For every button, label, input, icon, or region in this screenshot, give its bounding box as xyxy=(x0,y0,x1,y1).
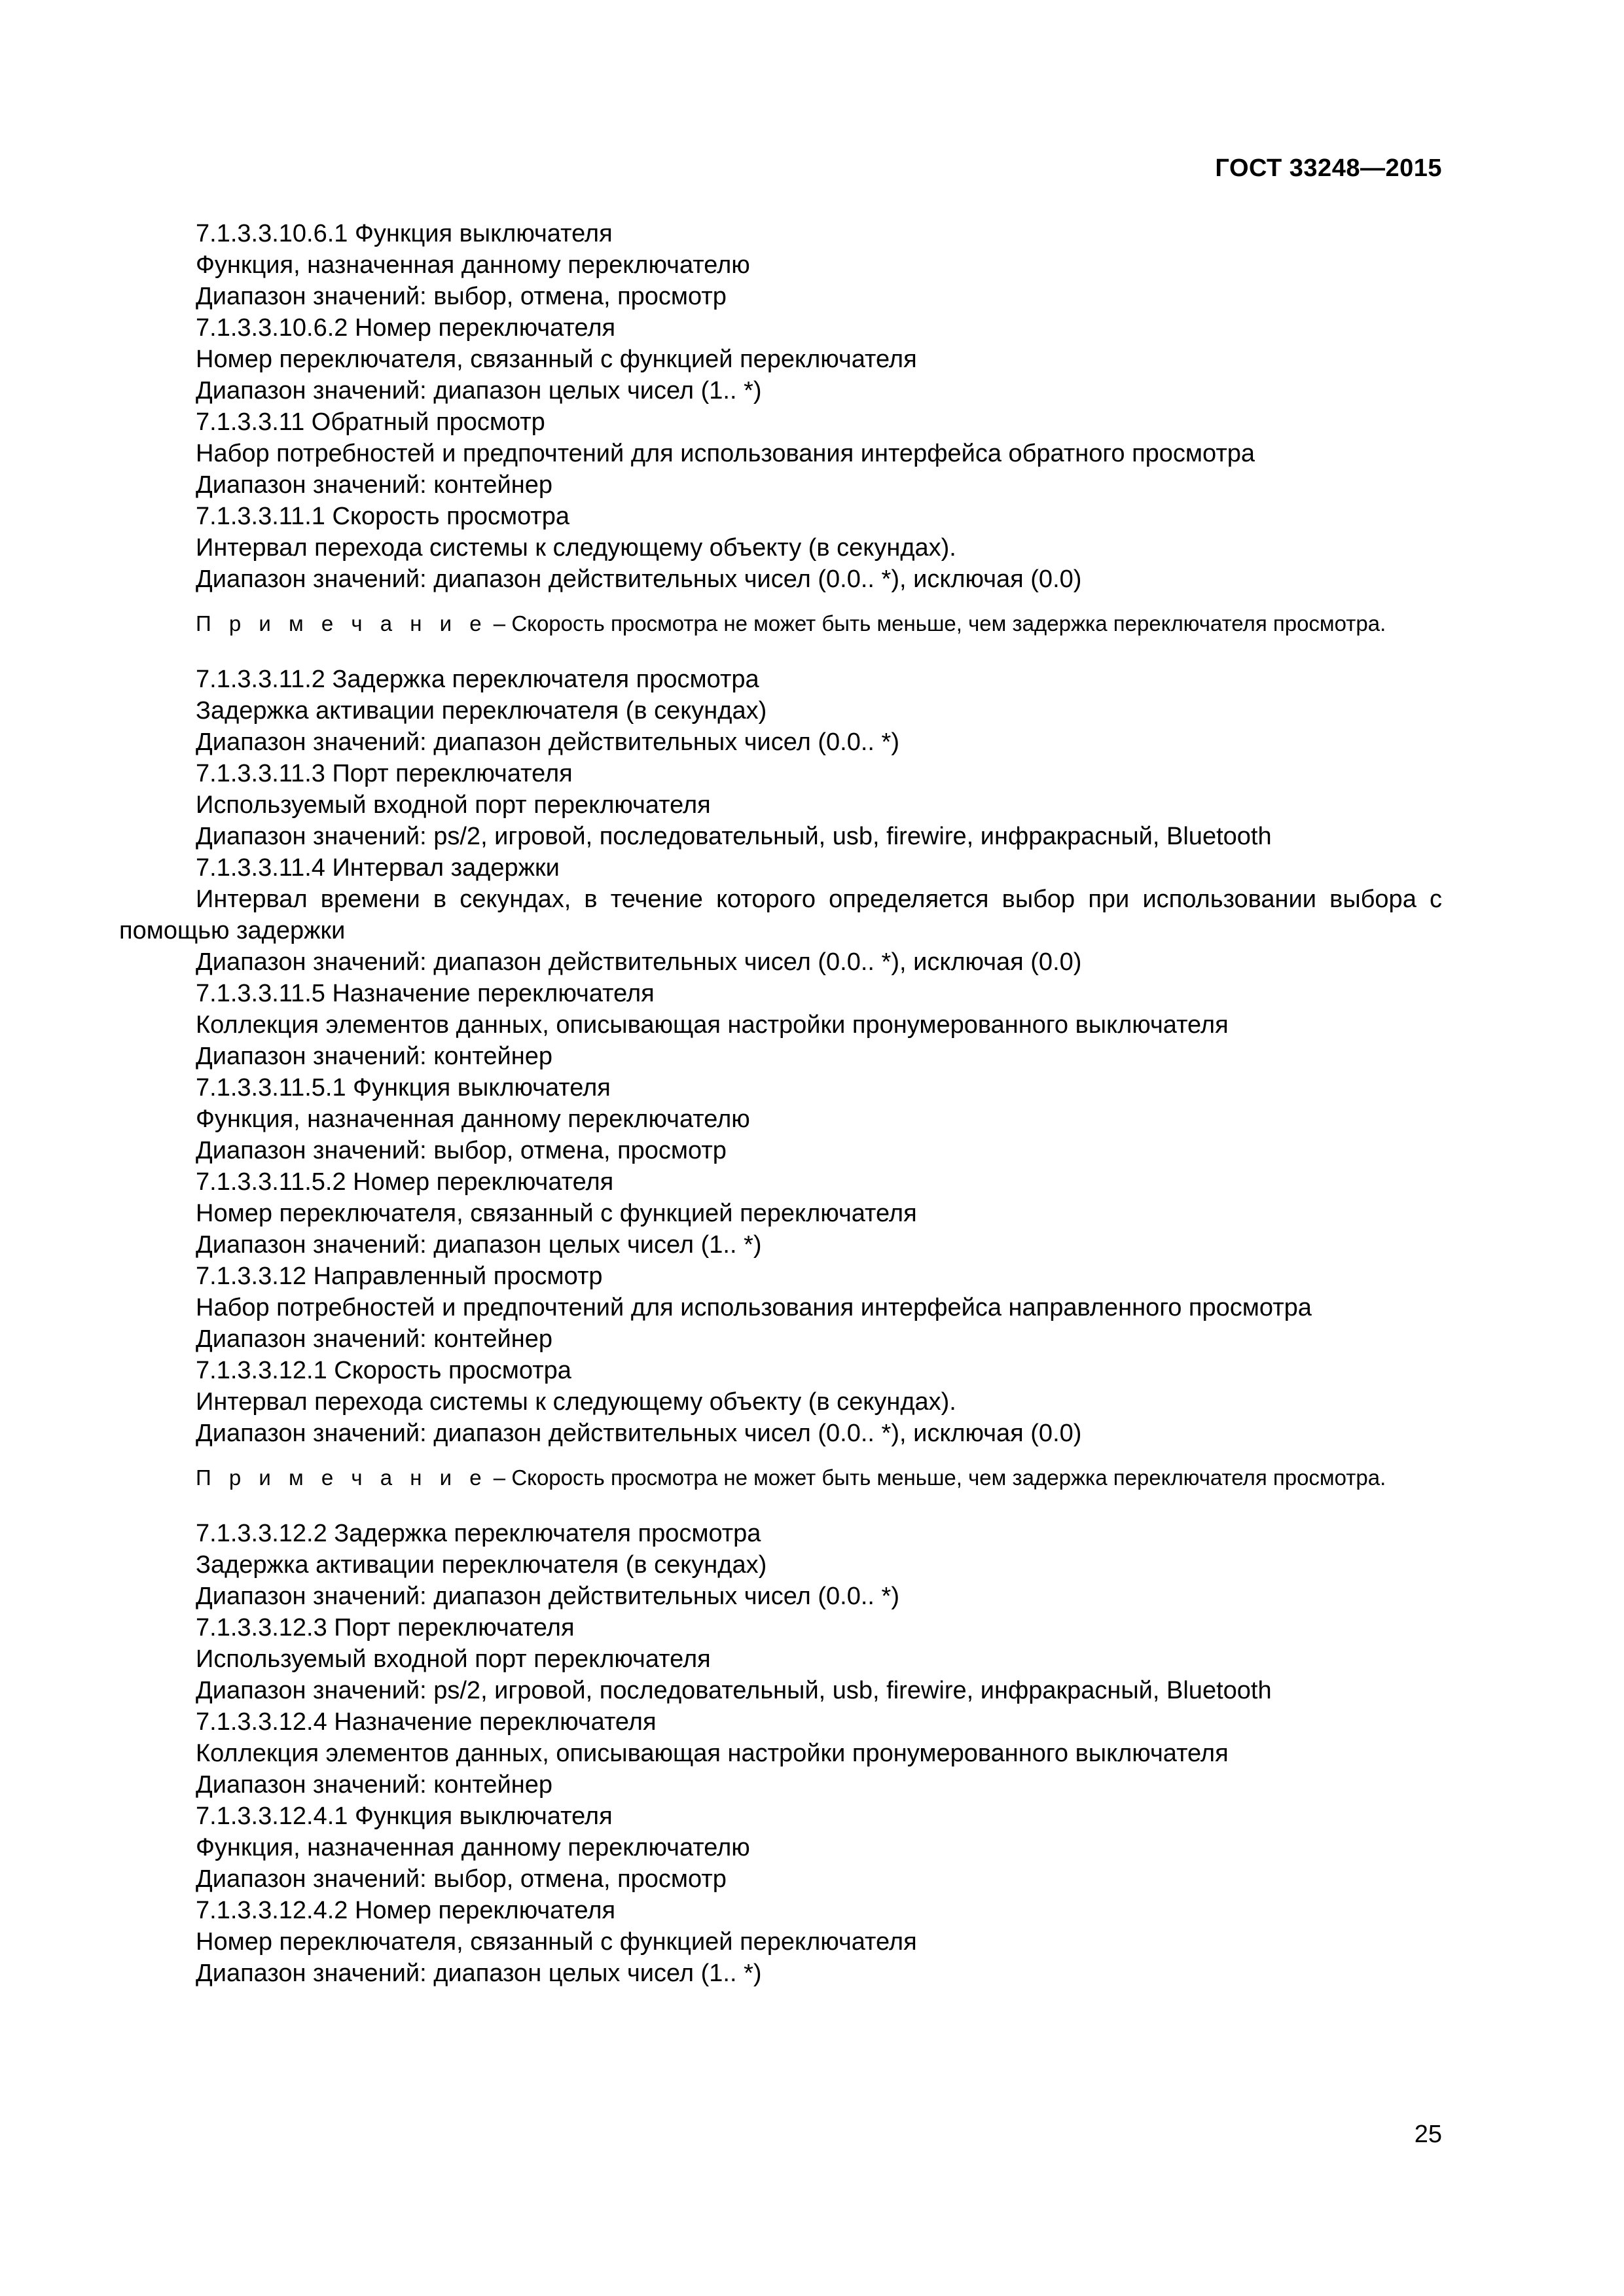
text-line: Функция, назначенная данному переключателю xyxy=(196,1834,750,1861)
section-heading: 7.1.3.3.10.6.2 Номер переключателя xyxy=(196,314,616,342)
text-line: Коллекция элементов данных, описывающая настройки пронумерованного выключателя xyxy=(196,1011,1229,1039)
section-heading: 7.1.3.3.12.4 Назначение переключателя xyxy=(196,1708,657,1736)
text-line: Диапазон значений: выбор, отмена, просмотр xyxy=(196,1137,727,1164)
text-line: Диапазон значений: контейнер xyxy=(196,1771,553,1799)
text-line: Диапазон значений: контейнер xyxy=(196,471,553,499)
text-line: Номер переключателя, связанный с функцией переключателя xyxy=(196,1928,917,1956)
text-line: Интервал перехода системы к следующему объекту (в секундах). xyxy=(196,1388,956,1416)
section-heading: 7.1.3.3.11.4 Интервал задержки xyxy=(196,854,560,882)
text-line: Задержка активации переключателя (в секундах) xyxy=(196,697,767,725)
text-line: Диапазон значений: выбор, отмена, просмотр xyxy=(196,1865,727,1893)
note-label: П р и м е ч а н и е xyxy=(196,1465,488,1490)
text-line: Диапазон значений: диапазон целых чисел (1.. *) xyxy=(196,1231,762,1259)
text-line: Задержка активации переключателя (в секундах) xyxy=(196,1551,767,1579)
section-heading: 7.1.3.3.11.5.1 Функция выключателя xyxy=(196,1074,611,1102)
section-heading: 7.1.3.3.10.6.1 Функция выключателя xyxy=(196,220,613,247)
text-line: Набор потребностей и предпочтений для использования интерфейса обратного просмотра xyxy=(196,440,1255,467)
document-body xyxy=(119,218,1442,1989)
text-line: Диапазон значений: контейнер xyxy=(196,1043,553,1070)
page-number: 25 xyxy=(1414,2121,1442,2148)
document-standard-header: ГОСТ 33248—2015 xyxy=(1215,154,1442,182)
note-text: – Скорость просмотра не может быть меньше, чем задержка переключателя просмотра. xyxy=(487,1465,1386,1490)
note-text: – Скорость просмотра не может быть меньше, чем задержка переключателя просмотра. xyxy=(487,611,1386,636)
section-heading: 7.1.3.3.12.1 Скорость просмотра xyxy=(196,1357,571,1384)
section-heading: 7.1.3.3.12.4.2 Номер переключателя xyxy=(196,1897,616,1924)
text-line: Диапазон значений: диапазон действительных чисел (0.0.. *) xyxy=(196,728,899,756)
section-heading: 7.1.3.3.11.2 Задержка переключателя просмотра xyxy=(196,666,759,693)
section-heading: 7.1.3.3.12.3 Порт переключателя xyxy=(196,1614,575,1641)
text-line: Диапазон значений: диапазон действительных чисел (0.0.. *), исключая (0.0) xyxy=(196,948,1082,976)
section-heading: 7.1.3.3.12 Направленный просмотр xyxy=(196,1263,603,1290)
section-heading: 7.1.3.3.12.4.1 Функция выключателя xyxy=(196,1803,613,1830)
note-paragraph xyxy=(119,609,1442,638)
text-paragraph: Интервал времени в секундах, в течение которого определяется выбор при использовании выбора с помощью задержки xyxy=(119,886,1442,944)
text-line: Номер переключателя, связанный с функцией переключателя xyxy=(196,1200,917,1227)
text-line: Номер переключателя, связанный с функцией переключателя xyxy=(196,346,917,373)
note-paragraph xyxy=(119,1463,1442,1492)
section-heading: 7.1.3.3.11.1 Скорость просмотра xyxy=(196,503,570,530)
text-line: Диапазон значений: контейнер xyxy=(196,1325,553,1353)
text-line: Функция, назначенная данному переключателю xyxy=(196,1105,750,1133)
section-heading: 7.1.3.3.11.3 Порт переключателя xyxy=(196,760,573,787)
text-line: Используемый входной порт переключателя xyxy=(196,1645,711,1673)
text-line: Диапазон значений: диапазон действительных чисел (0.0.. *) xyxy=(196,1583,899,1610)
section-heading: 7.1.3.3.12.2 Задержка переключателя просмотра xyxy=(196,1520,761,1547)
section-heading: 7.1.3.3.11 Обратный просмотр xyxy=(196,408,545,436)
note-label: П р и м е ч а н и е xyxy=(196,611,488,636)
section-heading: 7.1.3.3.11.5.2 Номер переключателя xyxy=(196,1168,614,1196)
text-line: Диапазон значений: диапазон целых чисел (1.. *) xyxy=(196,377,762,404)
text-line: Набор потребностей и предпочтений для использования интерфейса направленного просмотра xyxy=(196,1294,1312,1321)
text-line: Коллекция элементов данных, описывающая настройки пронумерованного выключателя xyxy=(196,1740,1229,1767)
text-line: Диапазон значений: ps/2, игровой, последовательный, usb, firewire, инфракрасный, Bluetooth xyxy=(196,823,1272,850)
text-line: Используемый входной порт переключателя xyxy=(196,791,711,819)
text-line: Диапазон значений: диапазон действительных чисел (0.0.. *), исключая (0.0) xyxy=(196,565,1082,593)
text-line: Диапазон значений: диапазон действительных чисел (0.0.. *), исключая (0.0) xyxy=(196,1420,1082,1447)
text-line: Интервал перехода системы к следующему объекту (в секундах). xyxy=(196,534,956,562)
text-line: Диапазон значений: диапазон целых чисел (1.. *) xyxy=(196,1960,762,1987)
text-line: Диапазон значений: выбор, отмена, просмотр xyxy=(196,283,727,310)
section-heading: 7.1.3.3.11.5 Назначение переключателя xyxy=(196,980,655,1007)
text-line: Функция, назначенная данному переключателю xyxy=(196,251,750,279)
text-line: Диапазон значений: ps/2, игровой, последовательный, usb, firewire, инфракрасный, Bluetooth xyxy=(196,1677,1272,1704)
